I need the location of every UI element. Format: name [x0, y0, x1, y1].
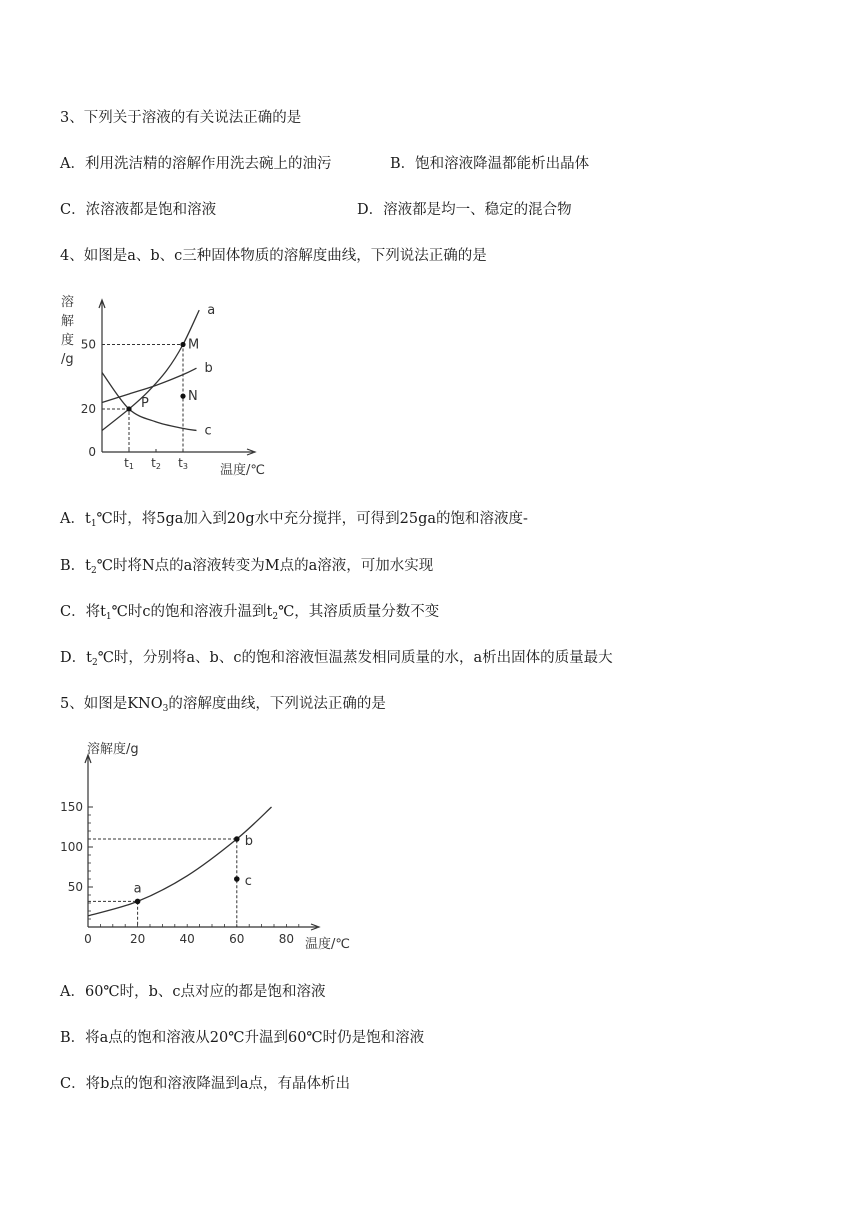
point-b — [234, 836, 240, 842]
guide-p — [102, 409, 129, 452]
q3-stem: 3、下列关于溶液的有关说法正确的是 — [60, 110, 302, 126]
guide-b — [88, 839, 237, 927]
y-tick-label: 150 — [60, 800, 83, 814]
q4-option-b: B．$t_2℃$时将N点的a溶液转变为M点的a溶液，可加水实现 — [60, 558, 434, 576]
q5-option-a: A．60℃时，b、c点对应的都是饱和溶液 — [60, 984, 326, 1000]
x-tick-label: t2 — [151, 456, 161, 471]
q5-kno3-solubility-chart — [55, 735, 375, 960]
curve-a — [102, 310, 199, 430]
x-tick-label: 0 — [84, 932, 92, 946]
point-label-M: M — [188, 337, 200, 353]
x-tick-label: t1 — [124, 456, 134, 471]
x-axis-label: 温度/℃ — [305, 937, 350, 952]
y-axis-label: 溶解度/g — [87, 742, 139, 757]
point-N — [180, 394, 185, 399]
point-label-P: P — [141, 396, 149, 411]
y-axis-label: /g — [61, 352, 74, 367]
x-tick-label: 20 — [129, 932, 146, 946]
q4-option-d: D．$t_2℃$时，分别将a、b、c的饱和溶液恒温蒸发相同质量的水，a析出固体的质量最大 — [60, 650, 613, 668]
q4-option-a: A．$t_1℃$时，将5ga加入到20g水中充分搅拌，可得到25ga的饱和溶液度- — [60, 511, 528, 529]
point-label-b: b — [244, 834, 254, 849]
point-M — [180, 342, 185, 347]
x-tick-label: t3 — [178, 456, 188, 471]
y-tick-label: 0 — [88, 445, 96, 459]
q4-stem: 4、如图是a、b、c三种固体物质的溶解度曲线，下列说法正确的是 — [60, 248, 487, 264]
point-c — [234, 876, 240, 882]
point-label-c: c — [244, 874, 252, 889]
q4-option-c: C．将$t_1℃$时c的饱和溶液升温到$t_2℃$，其溶质质量分数不变 — [60, 604, 440, 622]
q3-option-a: A．利用洗洁精的溶解作用洗去碗上的油污 — [60, 156, 332, 172]
curve-label-b: b — [204, 361, 213, 377]
x-tick-label: 80 — [278, 932, 295, 946]
x-tick-label: 60 — [229, 932, 245, 946]
curve-label-c: c — [204, 423, 212, 439]
curve-label-a: a — [207, 303, 216, 319]
point-P — [126, 406, 131, 411]
y-tick-label: 50 — [67, 880, 83, 894]
q5-option-b: B．将a点的饱和溶液从20℃升温到60℃时仍是饱和溶液 — [60, 1030, 425, 1046]
kno3-curve — [88, 807, 272, 916]
y-axis-label: 解 — [61, 314, 75, 329]
point-label-N: N — [188, 389, 198, 405]
y-axis-label: 度 — [61, 333, 75, 348]
x-axis-label: 温度/℃ — [220, 463, 265, 478]
y-tick-label: 100 — [60, 840, 83, 854]
q5-option-c: C．将b点的饱和溶液降温到a点，有晶体析出 — [60, 1076, 351, 1092]
curve-c — [102, 372, 197, 430]
y-tick-label: 50 — [80, 337, 96, 352]
q3-option-c: C．浓溶液都是饱和溶液 — [60, 202, 217, 218]
q4-solubility-chart — [55, 290, 275, 485]
q5-stem: 5、如图是$KNO_3$的溶解度曲线，下列说法正确的是 — [60, 696, 386, 714]
q3-option-b: B．饱和溶液降温都能析出晶体 — [390, 156, 590, 172]
y-tick-label: 20 — [80, 402, 96, 416]
point-label-a: a — [133, 881, 142, 897]
x-tick-label: 40 — [179, 932, 195, 946]
y-axis-label: 溶 — [61, 295, 75, 310]
point-a — [135, 899, 141, 905]
q3-option-d: D．溶液都是均一、稳定的混合物 — [357, 202, 572, 218]
